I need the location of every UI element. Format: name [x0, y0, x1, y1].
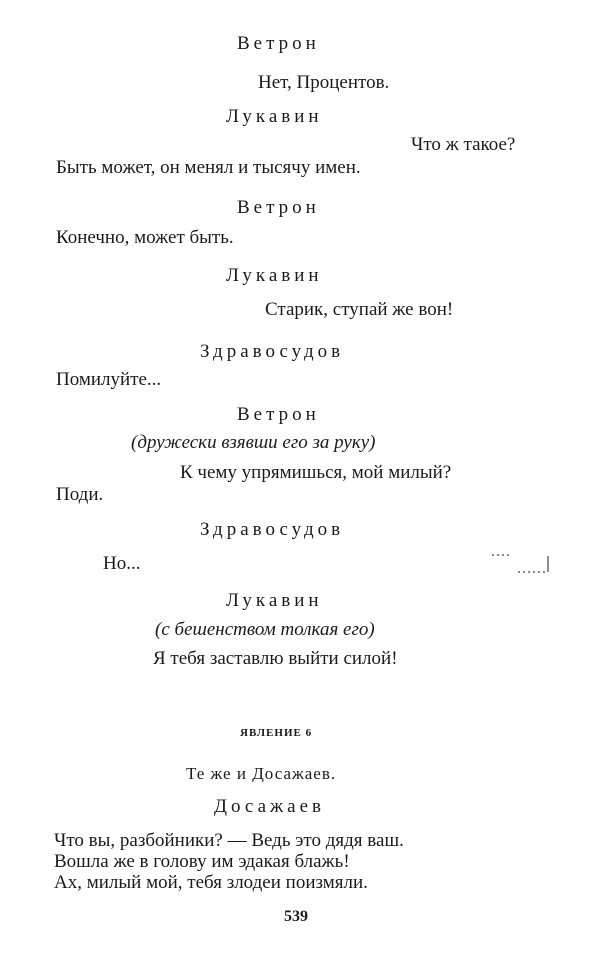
dialogue-line: Нет, Процентов.: [258, 72, 390, 93]
dialogue-line: Конечно, может быть.: [56, 227, 234, 248]
scene-characters: Те же и Досажаев.: [186, 764, 337, 783]
dialogue-line: Поди.: [56, 484, 104, 505]
speaker-lukavin: Лукавин: [226, 265, 323, 286]
speaker-zdravosudov: Здравосудов: [200, 341, 345, 362]
dialogue-line: Я тебя заставлю выйти силой!: [153, 648, 398, 669]
speaker-lukavin: Лукавин: [226, 590, 323, 611]
page-number: 539: [284, 908, 308, 925]
speaker-zdravosudov: Здравосудов: [200, 519, 345, 540]
dialogue-line: Что ж такое?: [411, 134, 516, 155]
scan-artifact-mark: [488, 552, 552, 576]
speaker-lukavin: Лукавин: [226, 106, 323, 127]
dialogue-line: Но...: [103, 553, 141, 574]
dialogue-line: Что вы, разбойники? — Ведь это дядя ваш.: [54, 830, 404, 851]
dialogue-line: Старик, ступай же вон!: [265, 299, 454, 320]
scene-heading: ЯВЛЕНИЕ 6: [240, 727, 313, 739]
stage-direction: (с бешенством толкая его): [155, 619, 375, 640]
dialogue-line: Ах, милый мой, тебя злодеи поизмяли.: [54, 872, 368, 893]
speaker-dosazhaev: Досажаев: [214, 796, 325, 817]
speaker-vetron: Ветрон: [237, 197, 320, 218]
speaker-vetron: Ветрон: [237, 404, 320, 425]
dialogue-line: Помилуйте...: [56, 369, 162, 390]
dialogue-line: Вошла же в голову им эдакая блажь!: [54, 851, 350, 872]
dialogue-line: К чему упрямишься, мой милый?: [180, 462, 452, 483]
speaker-vetron: Ветрон: [237, 33, 320, 54]
dialogue-line: Быть может, он менял и тысячу имен.: [56, 157, 361, 178]
stage-direction: (дружески взявши его за руку): [131, 432, 376, 453]
